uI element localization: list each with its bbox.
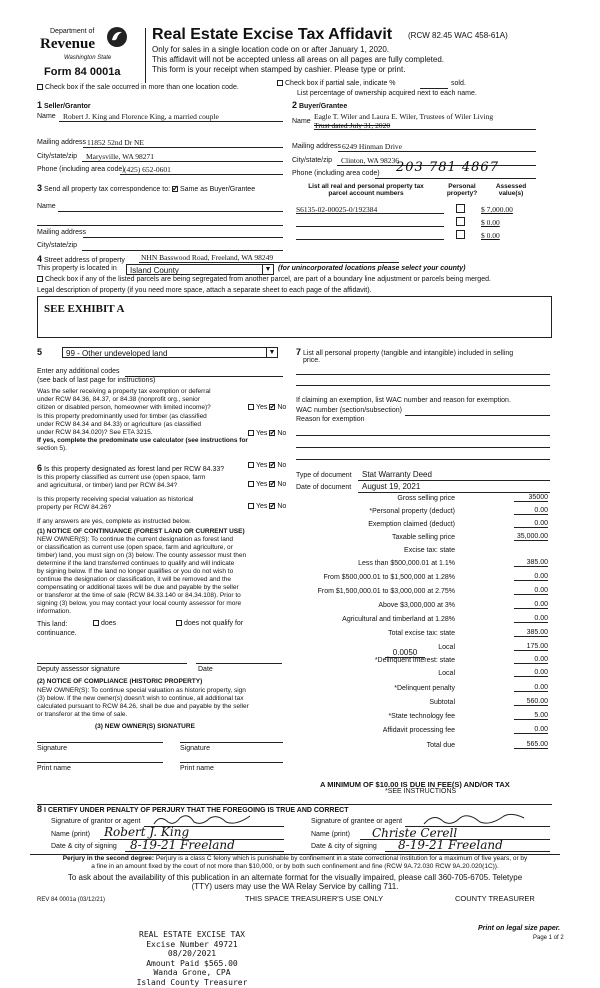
header-sub2: This affidavit will not be accepted unless all areas on all pages are fully completed. (152, 55, 445, 64)
signature-label-1: Signature (37, 745, 67, 752)
grantee-name-label: Name (print) (311, 831, 350, 838)
timber-question: Is this property predominantly used for timber (as classified under RCW 84.34 and 84.33) or agriculture (as classified under RCW 84.34.020)? See ETA 3215. If yes, complete the predominate use calculator (see instructions for section 5). (37, 413, 248, 452)
minimum-note: A MINIMUM OF $10.00 IS DUE IN FEE(S) AND/OR TAX (320, 780, 510, 789)
new-owner-print-1[interactable] (37, 762, 163, 763)
corr-mail-label: Mailing address (37, 229, 87, 236)
does-not-checkbox[interactable] (176, 620, 182, 626)
this-land-label: This land: (37, 621, 68, 628)
new-owner-print-2[interactable] (180, 762, 283, 763)
buyer-heading: 2 Buyer/Grantee (292, 100, 348, 110)
reason-field-2[interactable] (296, 447, 550, 448)
historic-no-checkbox[interactable] (269, 503, 275, 509)
form-number: Form 84 0001a (44, 66, 121, 78)
washington-state-text: Washington State (64, 55, 112, 61)
tax-row-value[interactable]: 0.00 (514, 726, 548, 734)
tax-row-value[interactable]: 0.00 (514, 669, 548, 677)
multi-location-checkbox[interactable] (37, 84, 43, 90)
section3-heading: 3 Send all property tax correspondence to: ✓ Same as Buyer/Grantee (37, 183, 255, 193)
section5-number: 5 (37, 347, 43, 357)
tax-row-value[interactable]: 560.00 (514, 698, 548, 706)
buyer-phone-label: Phone (including area code) (292, 170, 380, 177)
revision-label: REV 84 0001a (03/12/21) (37, 897, 106, 903)
grantor-signature-label: Signature of grantor or agent (51, 818, 141, 825)
additional-codes-note: (see back of last page for instructions) (37, 377, 156, 384)
certify-text: 8 I CERTIFY UNDER PENALTY OF PERJURY THAT THE FOREGOING IS TRUE AND CORRECT (37, 804, 349, 814)
reason-field-1[interactable] (296, 435, 550, 436)
deputy-date-field[interactable] (196, 663, 282, 664)
tax-row-label: Local (438, 644, 455, 651)
buyer-mail-field[interactable]: 6249 Hinman Drive (342, 142, 402, 151)
seller-phone-field[interactable]: (425) 652-0601 (124, 165, 171, 174)
revenue-swirl-icon (106, 26, 128, 48)
tax-row-label: *Delinquent penalty (394, 685, 455, 692)
located-label: This property is located in (37, 265, 117, 272)
grantee-date-field[interactable]: 8-19-21 Freeland (398, 838, 503, 852)
tax-row-label: Total due (426, 742, 455, 749)
forest-no-checkbox[interactable] (269, 462, 275, 468)
exemption-question: Was the seller receiving a property tax exemption or deferral under RCW 84.36, 84.37, or 84.38 (nonprofit org., senior citizen or disabled person, homeowner with limited income)? (37, 388, 211, 411)
buyer-phone-field[interactable]: 203 781 4867 (396, 160, 499, 175)
wac-field[interactable] (405, 415, 550, 416)
corr-city-field[interactable] (82, 250, 283, 251)
tax-row-value[interactable]: 0.00 (514, 656, 548, 664)
current-use-question: Is this property classified as current use (open space, farm and agricultural, or timber) land per RCW 84.34? (37, 474, 206, 489)
parcel-col-header: List all real and personal property tax parcel account numbers (308, 183, 424, 197)
personal-property-checkbox-1[interactable] (456, 204, 465, 213)
seller-mail-field[interactable]: 11852 52nd Dr NE (87, 138, 145, 147)
tax-row-value[interactable]: 565.00 (514, 741, 548, 749)
buyer-city-field[interactable]: Clinton, WA 98236 (341, 156, 399, 165)
historic-text: NEW OWNER(S): To continue special valuation as historic property, sign (3) below. If the new owner(s) doesn't wish to continue, all additional tax calculated pursuant to RCW 84.26, shall be due and payable by the seller or transferor at the time of sale. (37, 687, 249, 718)
historic-yes-no[interactable]: Yes ✓ No (248, 503, 286, 510)
tax-row-value[interactable]: 0.00 (514, 587, 548, 595)
chevron-down-icon[interactable]: ▼ (266, 348, 277, 357)
tax-row-value[interactable]: 35,000.00 (514, 533, 548, 541)
header-sub3: This form is your receipt when stamped by cashier. Please type or print. (152, 65, 406, 74)
multi-location-checkbox-row[interactable] (37, 84, 239, 91)
historic-question: Is this property receiving special valuation as historical property per RCW 84.26? (37, 496, 194, 511)
tax-row-value[interactable]: 385.00 (514, 559, 548, 567)
legal-description-box[interactable] (37, 296, 552, 338)
grantee-signature-label: Signature of grantee or agent (311, 818, 403, 825)
tax-row-value[interactable]: 385.00 (514, 629, 548, 637)
tax-row-label: Exemption claimed (deduct) (368, 521, 455, 528)
tax-row-label: Above $3,000,000 at 3% (378, 602, 455, 609)
header-divider (145, 28, 146, 83)
corr-name-field[interactable] (58, 211, 283, 212)
alt-format-text: To ask about the availability of this publication in an alternate format for the visually impaired, please call 360-705-6705. Teletype (TTY) users may use the WA Relay Service by calling 711. (67, 873, 523, 891)
parcel-number-1[interactable]: S6135-02-00025-0/192384 (296, 205, 378, 214)
doc-type-label: Type of document (296, 472, 352, 479)
tax-row-label: Taxable selling price (391, 534, 455, 541)
exemption-yes-no[interactable]: Yes ✓ No (248, 404, 286, 411)
tax-row-label: *State technology fee (388, 713, 455, 720)
tax-row-value[interactable]: 175.00 (514, 643, 548, 651)
county-treasurer-label: COUNTY TREASURER (455, 894, 535, 903)
tax-row-value[interactable]: 0.00 (514, 601, 548, 609)
see-instructions: *SEE INSTRUCTIONS (385, 788, 457, 795)
historic-yes-checkbox[interactable] (248, 503, 254, 509)
tax-row-label: *Personal property (deduct) (369, 508, 455, 515)
timber-no-checkbox[interactable] (269, 430, 275, 436)
grantor-name-label: Name (print) (51, 831, 90, 838)
new-owner-signature-1[interactable] (37, 742, 163, 743)
deputy-signature-label: Deputy assessor signature (37, 666, 120, 673)
seller-phone-label: Phone (including area code) (37, 166, 125, 173)
forest-yes-checkbox[interactable] (248, 462, 254, 468)
segregated-checkbox-row[interactable]: Check box if any of the listed parcels are being segregated from another parcel, are part of a boundary line adjustment or parcels being merged. (37, 276, 491, 283)
personal-property-line-2[interactable] (296, 385, 550, 386)
new-owner-signature-2[interactable] (180, 742, 283, 743)
grantee-name-field[interactable]: Christe Cerell (372, 826, 458, 840)
page-number: Page 1 of 2 (533, 935, 564, 941)
additional-codes-label: Enter any additional codes (37, 368, 120, 375)
treasurer-stamp: REAL ESTATE EXCISE TAX Excise Number 49721 08/20/2021 Amount Paid $565.00 Wanda Grone, CPA Island County Treasurer (136, 930, 248, 987)
street-address-field[interactable]: NHN Basswood Road, Freeland, WA 98249 (141, 253, 274, 262)
timber-yes-checkbox[interactable] (248, 430, 254, 436)
tax-row-label: Gross selling price (397, 495, 455, 502)
tax-row-label: *Delinquent interest: state (374, 657, 455, 664)
tax-row-label: From $500,000.01 to $1,500,000 at 1.28% (323, 574, 455, 581)
continuance-title: (1) NOTICE OF CONTINUANCE (FOREST LAND OR CURRENT USE) (37, 528, 245, 535)
continuance-text: NEW OWNER(S): To continue the current designation as forest land or classification as current use (open space, farm and agriculture, or timber) land, you must sign on (3) below. The county assessor must then determine if the land transferred continues to qualify and will indicate by signing below. If the land no longer qualifies or you do not wish to continue the designation or classification, it will be removed and the compensating or additional taxes will be due and payable by the seller or transferor at the time of sale (RCW 84.33.140 or 84.34.108). Prior to signing (3) below, you may contact your local county assessor for more information. (37, 536, 247, 615)
tax-row-label: Subtotal (429, 699, 455, 706)
street-address-label: 4 Street address of property (37, 254, 125, 264)
grantor-date-label: Date & city of signing (51, 843, 117, 850)
assessed-value-2[interactable]: $ 0.00 (481, 218, 500, 227)
print-name-label-2: Print name (180, 765, 214, 772)
tax-row-value[interactable]: 0.00 (514, 573, 548, 581)
doc-date-label: Date of document (296, 484, 352, 491)
answers-note: If any answers are yes, complete as instructed below. (37, 518, 191, 525)
local-rate[interactable]: 0.0050 (385, 648, 425, 658)
doc-type-field[interactable]: Stat Warranty Deed (362, 470, 432, 479)
does-not-checkbox-row[interactable]: does not qualify for (176, 620, 243, 627)
treasurer-use-label: THIS SPACE TREASURER'S USE ONLY (245, 894, 384, 903)
tax-row-value[interactable]: 5.00 (514, 712, 548, 720)
seller-mail-label: Mailing address (37, 139, 87, 146)
seller-city-label: City/state/zip (37, 153, 78, 160)
current-use-yes-checkbox[interactable] (248, 481, 254, 487)
legal-desc-label: Legal description of property (if you need more space, attach a separate sheet to each page of the affidavit). (37, 287, 372, 294)
tax-row-label: Less than $500,000.01 at 1.1% (358, 560, 455, 567)
tax-row-label: From $1,500,000.01 to $3,000,000 at 2.75% (317, 588, 455, 595)
land-use-select[interactable] (62, 347, 278, 358)
tax-row-label: Local (438, 670, 455, 677)
tax-row-value[interactable]: 35000 (514, 494, 548, 502)
partial-sale-checkbox[interactable] (277, 80, 283, 86)
deputy-date-label: Date (198, 666, 213, 673)
tax-row-value[interactable]: 0.00 (514, 684, 548, 692)
partial-sale-label: Check box if partial sale, indicate % (285, 80, 396, 87)
does-checkbox[interactable] (93, 620, 99, 626)
corr-name-field-2[interactable] (37, 225, 283, 226)
grantor-date-field[interactable]: 8-19-21 Freeland (130, 838, 235, 852)
current-use-no-checkbox[interactable] (269, 481, 275, 487)
multi-location-label: Check box if the sale occurred in more than one location code. (45, 84, 239, 91)
new-owner-title: (3) NEW OWNER(S) SIGNATURE (95, 723, 195, 730)
corr-city-label: City/state/zip (37, 242, 78, 249)
assessed-value-3[interactable]: $ 0.00 (481, 231, 500, 240)
land-use-value: 99 - Other undeveloped land (66, 349, 168, 358)
grantee-date-label: Date & city of signing (311, 843, 377, 850)
tax-row-value[interactable]: 0.00 (514, 507, 548, 515)
perjury-text: Perjury in the second degree: Perjury is a class C felony which is punishable by confinement in a state correctional institution for a maximum of five years, or by a fine in an amount fixed by the court of not more than $10,000, or by both such confinement and fine (RCW 9A.72.030 RCW 9A.20.020(1C)). (62, 855, 528, 870)
uninc-note: (for unincorporated locations please select your county) (278, 265, 466, 272)
dept-text: Department of (50, 28, 95, 35)
corr-mail-field[interactable] (83, 237, 283, 238)
county-select[interactable] (126, 264, 274, 275)
buyer-mail-label: Mailing address (292, 143, 342, 150)
timber-yes-no[interactable]: Yes ✓ No (248, 430, 286, 437)
continuance-label: continuance. (37, 630, 77, 637)
tax-row-label: Affidavit processing fee (382, 727, 455, 734)
personal-col-header: Personal property? (446, 183, 478, 197)
legal-description-text: SEE EXHIBIT A (44, 303, 125, 315)
county-select-value: Island County (130, 266, 179, 275)
form-rcw: (RCW 82.45 WAC 458-61A) (408, 31, 508, 40)
parcel-number-3[interactable] (296, 239, 444, 240)
personal-property-line-1[interactable] (296, 374, 550, 375)
exempt-label: If claiming an exemption, list WAC number and reason for exemption. (296, 397, 511, 404)
legal-paper-note: Print on legal size paper. (478, 925, 561, 932)
personal-property-checkbox-2[interactable] (456, 217, 465, 226)
chevron-down-icon[interactable]: ▼ (262, 265, 273, 274)
segregated-checkbox[interactable] (37, 276, 43, 282)
reason-field-3[interactable] (296, 459, 550, 460)
does-checkbox-row[interactable]: does (93, 620, 116, 627)
personal-property-checkbox-3[interactable] (456, 230, 465, 239)
personal-property-label-2: price. (303, 357, 321, 364)
tax-row-label: Agricultural and timberland at 1.28% (342, 616, 455, 623)
same-as-buyer-checkbox[interactable] (172, 186, 178, 192)
buyer-name-field[interactable]: Eagle T. Wiler and Laura E. Wiler, Trustees of Wiler Living (314, 112, 494, 121)
buyer-city-label: City/state/zip (292, 157, 333, 164)
grantor-name-field[interactable]: Robert J. King (104, 825, 190, 839)
doc-date-field[interactable]: August 19, 2021 (362, 482, 421, 491)
header-sub1: Only for sales in a single location code on or after January 1, 2020. (152, 45, 390, 54)
signature-label-2: Signature (180, 745, 210, 752)
buyer-name-label: Name (292, 118, 311, 125)
personal-property-label: 7 List all personal property (tangible and intangible) included in selling (296, 347, 514, 357)
form-title: Real Estate Excise Tax Affidavit (152, 26, 393, 43)
buyer-name-field-line2[interactable]: Trust dated July 31, 2020 (314, 121, 391, 130)
assessed-value-1[interactable]: $ 7,000.00 (481, 205, 513, 214)
tax-row-label: Total excise tax: state (388, 630, 455, 637)
parcel-number-2[interactable] (296, 226, 444, 227)
partial-pct-field[interactable] (420, 88, 448, 89)
revenue-word: Revenue (40, 36, 95, 52)
tax-row-label: Excise tax: state (404, 547, 455, 554)
reason-label: Reason for exemption (296, 416, 365, 423)
list-pct-label: List percentage of ownership acquired next to each name. (297, 90, 477, 97)
sold-label: sold. (451, 80, 466, 87)
deputy-signature-field[interactable] (37, 663, 187, 664)
seller-name-label: Name (37, 113, 56, 120)
seller-name-field[interactable]: Robert J. King and Florence King, a married couple (63, 112, 219, 121)
exemption-yes-checkbox[interactable] (248, 404, 254, 410)
assessed-col-header: Assessed value(s) (495, 183, 527, 197)
partial-sale-checkbox-row[interactable] (277, 80, 396, 87)
seller-heading: 1 Seller/Grantor (37, 100, 91, 110)
tax-row-value[interactable]: 0.00 (514, 520, 548, 528)
wac-label: WAC number (section/subsection) (296, 407, 402, 414)
exemption-no-checkbox[interactable] (269, 404, 275, 410)
print-name-label-1: Print name (37, 765, 71, 772)
forest-yes-no[interactable]: Yes ✓ No (248, 462, 286, 469)
forest-question: 6 Is this property designated as forest land per RCW 84.33? (37, 463, 225, 473)
current-use-yes-no[interactable]: Yes ✓ No (248, 481, 286, 488)
historic-title: (2) NOTICE OF COMPLIANCE (HISTORIC PROPERTY) (37, 678, 203, 685)
seller-city-field[interactable]: Marysville, WA 98271 (86, 152, 154, 161)
corr-name-label: Name (37, 203, 56, 210)
tax-row-value[interactable]: 0.00 (514, 615, 548, 623)
